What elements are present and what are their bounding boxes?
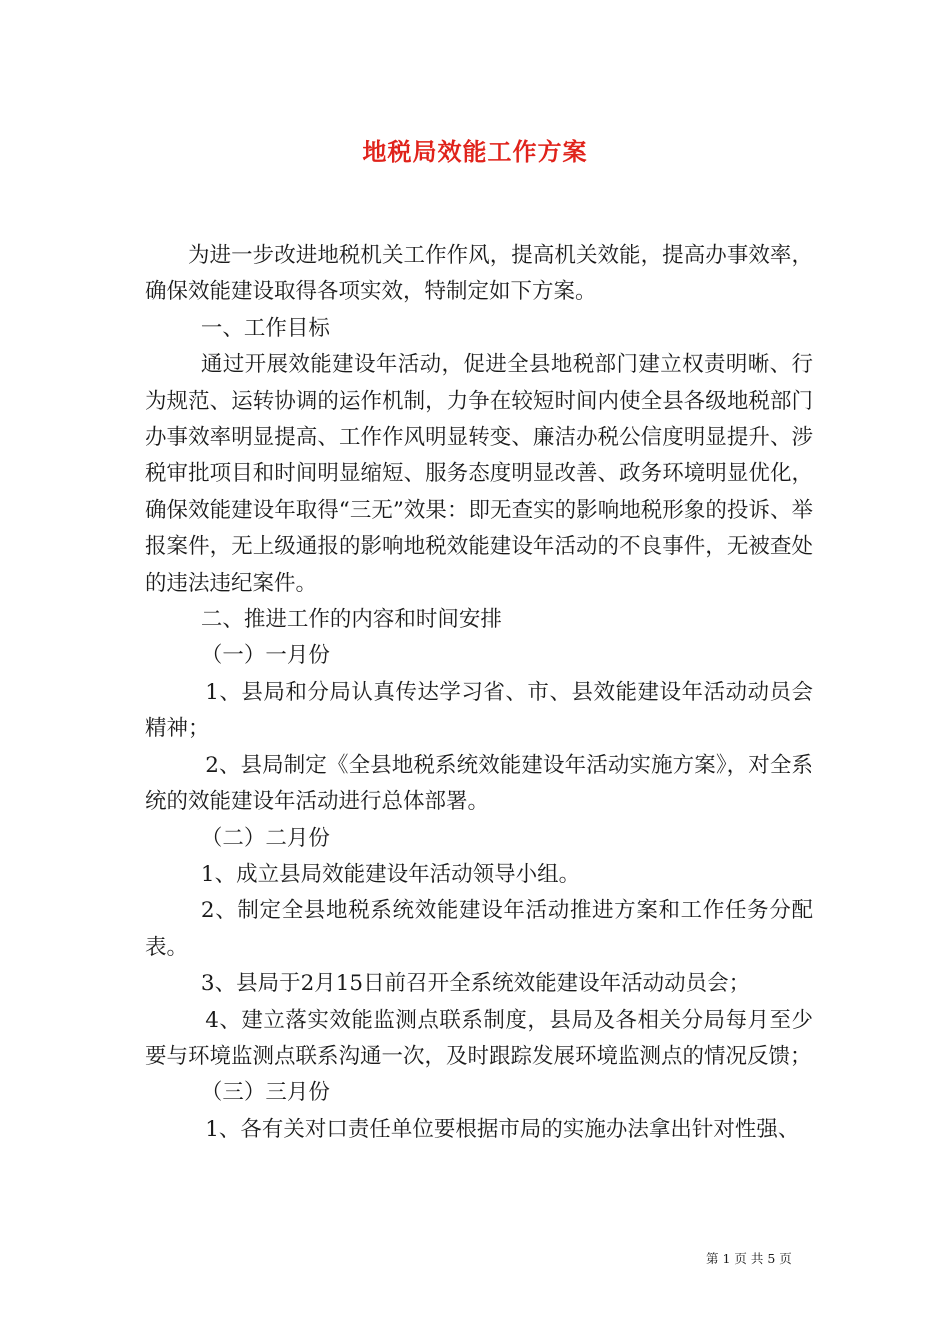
- list-item-january-1: 1、县局和分局认真传达学习省、市、县效能建设年活动动员会精神；: [145, 679, 813, 742]
- subheading-february: （二）二月份: [200, 825, 330, 851]
- list-item-february-1: 1、成立县局效能建设年活动领导小组。: [200, 861, 581, 887]
- heading-work-goal: 一、工作目标: [200, 315, 330, 341]
- list-item-march-1: 1、各有关对口责任单位要根据市局的实施办法拿出针对性强、: [205, 1116, 800, 1142]
- subheading-january: （一）一月份: [200, 643, 330, 669]
- list-item-february-2: 2、制定全县地税系统效能建设年活动推进方案和工作任务分配表。: [145, 898, 813, 960]
- list-item-january-2: 2、县局制定《全县地税系统效能建设年活动实施方案》，对全系统的效能建设年活动进行总体部署。: [145, 752, 813, 815]
- paragraph-intro: 为进一步改进地税机关工作作风，提高机关效能，提高办事效率，确保效能建设取得各项实效，特制定如下方案。: [145, 243, 813, 305]
- document-title: 地税局效能工作方案: [362, 137, 588, 166]
- subheading-march: （三）三月份: [200, 1080, 330, 1106]
- page-number-footer: 第 1 页 共 5 页: [706, 1251, 792, 1266]
- list-item-february-4: 4、建立落实效能监测点联系制度，县局及各相关分局每月至少要与环境监测点联系沟通一次，及时跟踪发展环境监测点的情况反馈；: [145, 1007, 813, 1069]
- document-body: [145, 238, 813, 1148]
- paragraph-work-goal: 通过开展效能建设年活动，促进全县地税部门建立权责明晰、行为规范、运转协调的运作机制，力争在较短时间内使全县各级地税部门办事效率明显提高、工作作风明显转变、廉洁办税公信度明显提升、涉税审批项目和时间明显缩短、服务态度明显改善、政务环境明显优化，确保效能建设年取得“三无”效果：即无查实的影响地税形象的投诉、举报案件，无上级通报的影响地税效能建设年活动的不良事件，无被查处的违法违纪案件。: [145, 352, 813, 596]
- heading-content-schedule: 二、推进工作的内容和时间安排: [200, 607, 502, 633]
- list-item-february-3: 3、县局于2月15日前召开全系统效能建设年活动动员会；: [200, 971, 751, 997]
